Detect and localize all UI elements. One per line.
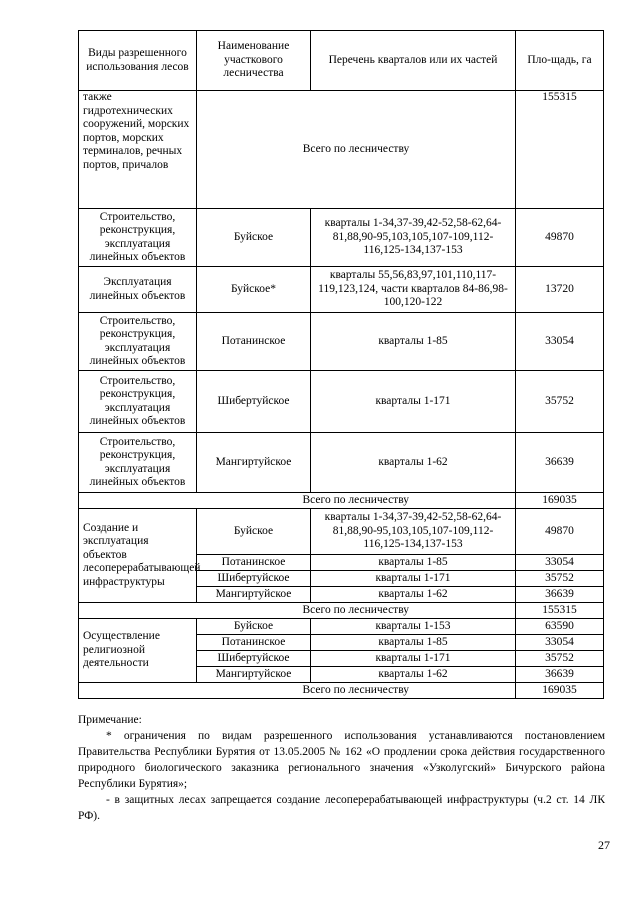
forestry-cell: Буйское <box>197 619 311 635</box>
quarters-cell: кварталы 1-171 <box>311 371 516 433</box>
table-row <box>79 371 604 433</box>
note-paragraph-1: * ограничения по видам разрешенного использования устанавливаются постановлением Правительства Республики Бурятия от 13.05.2005 № 162 «О продлении срока действия государственного природного биологического заказника регионального значения «Узколугский» Бичурского района Республики Бурятия»; <box>78 730 605 790</box>
area-cell: 33054 <box>516 555 604 571</box>
forestry-cell: Потанинское <box>197 635 311 651</box>
table-row <box>79 433 604 493</box>
area-cell: 63590 <box>516 619 604 635</box>
total-label: Всего по лесничеству <box>197 603 516 619</box>
total-row <box>79 493 604 509</box>
area-cell: 33054 <box>516 635 604 651</box>
quarters-cell: кварталы 1-34,37-39,42-52,58-62,64-81,88,90-95,103,105,107-109,112-116,125-134,137-153 <box>311 509 516 555</box>
header-row <box>79 31 604 91</box>
quarters-cell: кварталы 1-171 <box>311 571 516 587</box>
total-row <box>79 683 604 699</box>
forestry-cell: Буйское <box>197 209 311 267</box>
table-row <box>79 509 604 555</box>
quarters-cell: кварталы 1-85 <box>311 313 516 371</box>
quarters-cell: кварталы 55,56,83,97,101,110,117-119,123,124, части кварталов 84-86,98-100,120-122 <box>311 267 516 313</box>
area-cell: 33054 <box>516 313 604 371</box>
forestry-cell: Мангиртуйское <box>197 587 311 603</box>
forestry-cell: Потанинское <box>197 313 311 371</box>
quarters-cell: кварталы 1-85 <box>311 635 516 651</box>
forestry-cell: Шибертуйское <box>197 371 311 433</box>
type-cell: также гидротехнических сооружений, морских портов, морских терминалов, речных портов, причалов <box>79 91 197 209</box>
forestry-cell: Буйское <box>197 509 311 555</box>
table-row <box>79 209 604 267</box>
forestry-cell: Мангиртуйское <box>197 667 311 683</box>
forestry-cell: Мангиртуйское <box>197 433 311 493</box>
total-label: Всего по лесничеству <box>197 683 516 699</box>
table-row <box>79 313 604 371</box>
type-cell: Строительство, реконструкция, эксплуатация линейных объектов <box>79 313 197 371</box>
table-row <box>79 91 604 209</box>
quarters-cell: кварталы 1-34,37-39,42-52,58-62,64-81,88,90-95,103,105,107-109,112-116,125-134,137-153 <box>311 209 516 267</box>
page-number: 27 <box>598 838 610 852</box>
total-value: 169035 <box>516 683 604 699</box>
total-value: 155315 <box>516 603 604 619</box>
area-cell: 49870 <box>516 509 604 555</box>
note-section <box>78 712 605 824</box>
forestry-cell: Потанинское <box>197 555 311 571</box>
type-cell: Строительство, реконструкция, эксплуатация линейных объектов <box>79 209 197 267</box>
area-cell: 35752 <box>516 571 604 587</box>
area-cell: 13720 <box>516 267 604 313</box>
quarters-cell: кварталы 1-171 <box>311 651 516 667</box>
area-cell: 35752 <box>516 371 604 433</box>
total-row <box>79 603 604 619</box>
quarters-cell: кварталы 1-62 <box>311 667 516 683</box>
forestry-cell: Буйское* <box>197 267 311 313</box>
forest-use-table <box>78 30 604 699</box>
header-area: Пло-щадь, га <box>516 31 604 91</box>
note-paragraph-2: - в защитных лесах запрещается создание лесоперерабатывающей инфраструктуры (ч.2 ст. 14 ЛК РФ). <box>78 794 605 822</box>
type-cell: Строительство, реконструкция, эксплуатация линейных объектов <box>79 371 197 433</box>
forestry-cell: Шибертуйское <box>197 571 311 587</box>
quarters-cell: кварталы 1-62 <box>311 587 516 603</box>
header-forestry: Наименование участкового лесничества <box>197 31 311 91</box>
note-title: Примечание: <box>78 714 142 726</box>
area-cell: 155315 <box>516 91 604 209</box>
area-cell: 35752 <box>516 651 604 667</box>
type-cell: Осуществление религиозной деятельности <box>79 619 197 683</box>
type-cell: Создание и эксплуатация объектов лесоперерабатывающей инфраструктуры <box>79 509 197 603</box>
type-cell: Строительство, реконструкция, эксплуатация линейных объектов <box>79 433 197 493</box>
header-type: Виды разрешенного использования лесов <box>79 31 197 91</box>
area-cell: 36639 <box>516 587 604 603</box>
table-row <box>79 619 604 635</box>
quarters-cell: кварталы 1-62 <box>311 433 516 493</box>
area-cell: 49870 <box>516 209 604 267</box>
total-label: Всего по лесничеству <box>197 493 516 509</box>
forestry-cell: Шибертуйское <box>197 651 311 667</box>
area-cell: 36639 <box>516 433 604 493</box>
total-value: 169035 <box>516 493 604 509</box>
header-quarters: Перечень кварталов или их частей <box>311 31 516 91</box>
type-cell: Эксплуатация линейных объектов <box>79 267 197 313</box>
total-label: Всего по лесничеству <box>197 91 516 209</box>
quarters-cell: кварталы 1-153 <box>311 619 516 635</box>
quarters-cell: кварталы 1-85 <box>311 555 516 571</box>
area-cell: 36639 <box>516 667 604 683</box>
table-row <box>79 267 604 313</box>
